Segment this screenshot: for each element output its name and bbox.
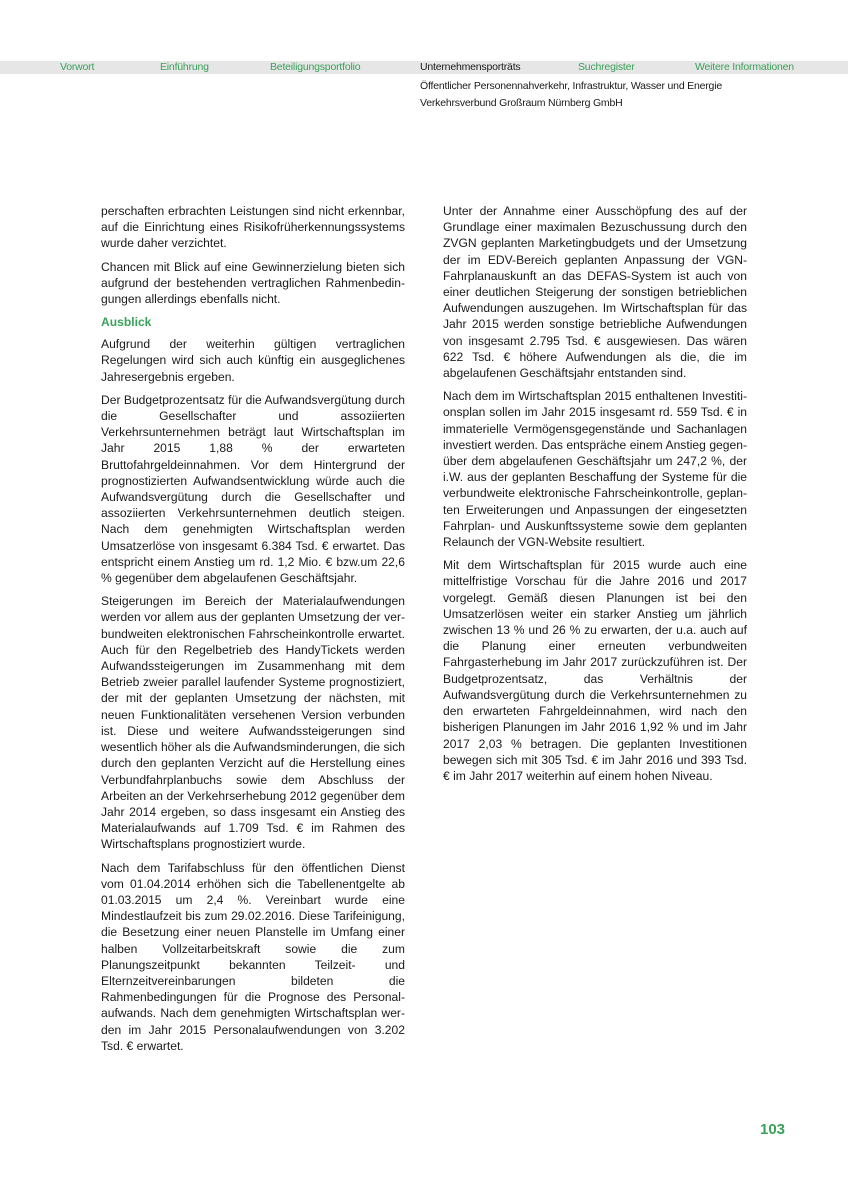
paragraph: Steigerungen im Bereich der Materialaufwendungen werden vor allem aus der geplanten Umsetzung der verbundweiten elektronischen Fahrscheinkontrolle erwartet. Auch für den Regelbetrieb des HandyTickets werden Aufwandssteigerungen im Zusammenhang mit dem Betrieb zweier parallel laufender Systeme prognostiziert, der mit der geplanten Umsetzung der nächsten, mit neuen Funktionalitäten versehenen Version verbunden ist. Diese und weitere Aufwandssteigerungen sind wesentlich höher als die Aufwandsminderungen, die sich durch den geplanten Verzicht auf die Herstellung eines Verbundfahrplanbuchs sowie dem Abschluss der Arbeiten an der Verkehrserhebung 2012 gegenüber dem Jahr 2014 ergeben, so dass insgesamt ein Anstieg des Materialaufwands auf 1.709 Tsd. € im Rahmen des Wirtschaftsplans prognostiziert wurde. (101, 594, 405, 852)
paragraph: Nach dem Tarifabschluss für den öffentlichen Dienst vom 01.04.2014 erhöhen sich die Tabellenentgelte ab 01.03.2015 um 2,4 %. Vereinbart wurde eine Mindestlaufzeit bis zum 29.02.2016. Diese Tarifeinigung, die Besetzung einer neuen Planstelle im Umfang einer halben Vollzeitarbeitskraft sowie die zum Planungszeitpunkt bekannten Teilzeit- und Elternzeitvereinbarungen bildeten die Rahmenbedingungen für die Prognose des Personalaufwands. Nach dem genehmigten Wirtschaftsplan werden im Jahr 2015 Personalaufwendungen von 3.202 Tsd. € erwartet. (101, 860, 405, 1053)
section-heading: Ausblick (101, 315, 152, 330)
paragraph: Mit dem Wirtschaftsplan für 2015 wurde auch eine mittelfristige Vorschau für die Jahre 2016 und 2017 vorgelegt. Gemäß diesen Planungen ist bei den Umsatzerlösen weiter ein starker Anstieg um jährlich zwischen 13 % und 26 % zu erwarten, der u.a. auch auf die Planung einer erneuten verbundweiten Fahrgasterhebung im Jahr 2017 zurückzuführen ist. Der Budgetprozentsatz, das Verhältnis der Aufwandsvergütung durch die Verkehrsunternehmen zu den erwarteten Fahrgeldeinnahmen, wird nach den bisherigen Planungen im Jahr 2016 1,92 % und im Jahr 2017 2,03 % betragen. Die geplanten Investitionen bewegen sich mit 305 Tsd. € im Jahr 2016 und 393 Tsd. € im Jahr 2017 weiterhin auf einem hohen Niveau. (443, 558, 747, 783)
paragraph: Chancen mit Blick auf eine Gewinnerzielung bieten sich aufgrund der bestehenden vertraglichen Rahmenbedingungen allerdings ebenfalls nicht. (101, 259, 405, 307)
paragraph: Der Budgetprozentsatz für die Aufwandsvergütung durch die Gesellschafter und assoziierten Verkehrsunternehmen beträgt laut Wirtschaftsplan im Jahr 2015 1,88 % der erwarteten Bruttofahrgeldeinnahmen. Vor dem Hintergrund der prognostizierten Aufwandsentwicklung würde auch die Aufwandsvergütung durch die Gesellschafter und assoziierten Verkehrsunternehmen deutlich steigen. Nach dem genehmigten Wirtschaftsplan werden Umsatzerlöse von insgesamt 6.384 Tsd. € erwartet. Das entspricht einem Anstieg um rd. 1,2 Mio. € bzw.um 22,6 % gegenüber dem abgelaufenen Geschäftsjahr. (101, 392, 405, 586)
top-navigation (0, 61, 848, 74)
paragraph: Aufgrund der weiterhin gültigen vertraglichen Regelungen wird sich auch künftig ein ausgeglichenes Jahresergebnis ergeben. (101, 337, 405, 384)
breadcrumb-company: Verkehrsverbund Großraum Nürnberg GmbH (420, 97, 623, 109)
paragraph: Nach dem im Wirtschaftsplan 2015 enthaltenen Investitionsplan sollen im Jahr 2015 insgesamt rd. 559 Tsd. € in immaterielle Vermögensgegenstände und Sachanlagen investiert werden. Das entspräche einem Anstieg gegenüber dem abgelaufenen Geschäftsjahr um 247,2 %, der i.W. aus der geplanten Beschaffung der Systeme für die verbundweite elektronische Fahrscheinkontrolle, geplanten Erweiterungen und Anpassungen der eingesetzten Fahrplan- und Auskunftssysteme sowie dem geplanten Relaunch der VGN-Website resultiert. (443, 389, 747, 550)
breadcrumb-sector: Öffentlicher Personennahverkehr, Infrastruktur, Wasser und Energie (420, 80, 722, 92)
left-column (101, 203, 405, 1061)
page-number: 103 (760, 1121, 786, 1138)
nav-item-weitere-informationen[interactable]: Weitere Informationen (695, 61, 794, 73)
nav-item-vorwort[interactable]: Vorwort (60, 61, 95, 73)
nav-item-suchregister[interactable]: Suchregister (578, 61, 635, 73)
nav-item-unternehmensportraets[interactable]: Unternehmensporträts (420, 61, 521, 73)
paragraph: perschaften erbrachten Leistungen sind nicht erkennbar, auf die Einrichtung eines Risikofrüherkennungssystems wurde daher verzichtet. (101, 204, 405, 251)
nav-item-beteiligungsportfolio[interactable]: Beteiligungsportfolio (270, 61, 361, 73)
nav-item-einfuehrung[interactable]: Einführung (160, 61, 209, 73)
paragraph: Unter der Annahme einer Ausschöpfung des auf der Grundlage einer maximalen Bezuschussung durch den ZVGN geplanten Marketingbudgets und der Umsetzung der im EDV-Bereich geplanten Anpassung der VGN-Fahrplanauskunft an das DEFAS-System ist auch von einer deutlichen Steigerung der sonstigen betrieblichen Aufwendungen auszugehen. Im Wirtschaftsplan für das Jahr 2015 werden sonstige betriebliche Aufwendungen von insgesamt 2.795 Tsd. € ausgewiesen. Das wären 622 Tsd. € höhere Aufwendungen als die, die im abgelaufenen Geschäftsjahr entstanden sind. (443, 204, 747, 381)
right-column (443, 203, 747, 791)
